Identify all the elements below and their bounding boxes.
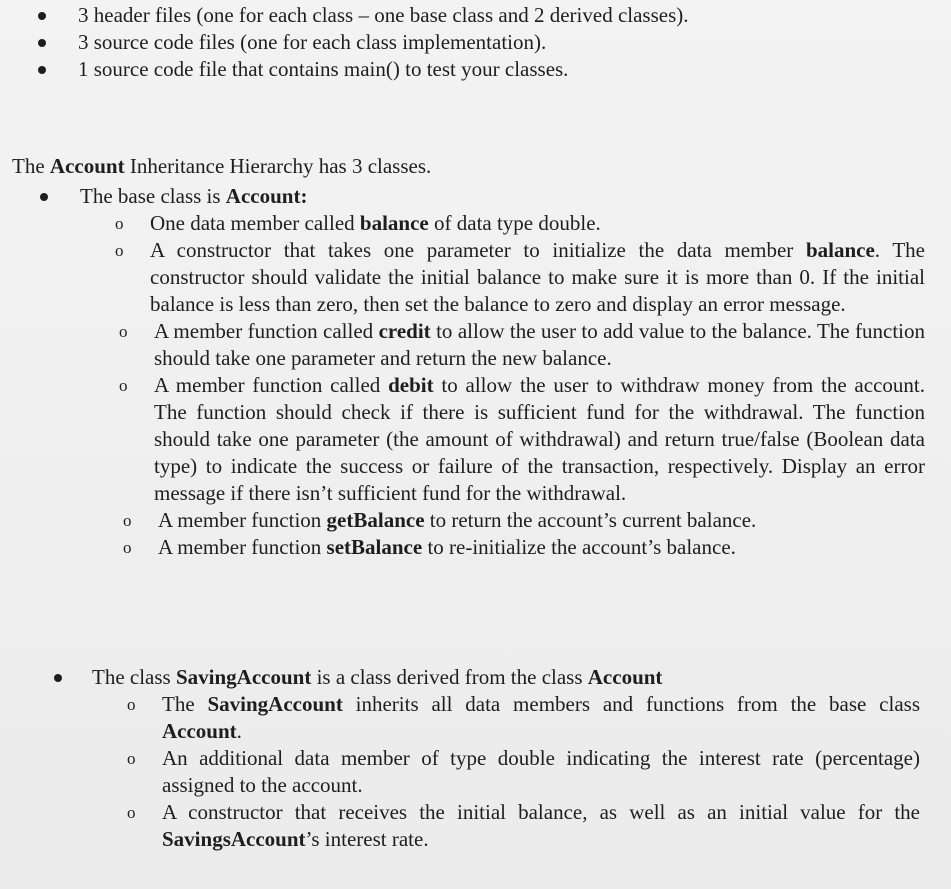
list-item: The base class is Account: o One data member called balance of data type double. o A constructor that takes one parameter to initialize the data member balance. The constructor should validate the initial balance to make sure it is more than 0. If the initial balance is less than zero, then set the balance to zero and display an error message. o A member function called credit to allow the user to add value to the balance. The function should take one parameter and return the new balance. o A member function called debit to allow the user to withdraw money from the account. The function should check if there is sufficient fund for the withdrawal. The function should take one parameter (the amount of withdrawal) and return true/false (Boolean data type) to indicate the success or failure of the transaction, respectively. Display an error message if there isn’t sufficient fund for the withdrawal. o A member function getBalance to return the account’s current balance. o A member function setBalance to re-initialize the account’s balance.: [80, 183, 930, 561]
file-requirements-list: [78, 2, 938, 83]
list-item: o A member function setBalance to re-initialize the account’s balance.: [158, 534, 925, 561]
list-item: o A member function getBalance to return the account’s current balance.: [158, 507, 925, 534]
list-item: 3 source code files (one for each class implementation).: [78, 29, 938, 56]
list-item: o An additional data member of type double indicating the interest rate (percentage) assigned to the account.: [162, 745, 920, 799]
list-item: The class SavingAccount is a class derived from the class Account o The SavingAccount inherits all data members and functions from the base class Account. o An additional data member of type double indicating the interest rate (percentage) assigned to the account. o A constructor that receives the initial balance, as well as an initial value for the SavingsAccount’s interest rate.: [92, 664, 927, 853]
savings-members-list: [162, 691, 920, 853]
list-item: o A member function called debit to allow the user to withdraw money from the account. The function should check if there is sufficient fund for the withdrawal. The function should take one parameter (the amount of withdrawal) and return true/false (Boolean data type) to indicate the success or failure of the transaction, respectively. Display an error message if there isn’t sufficient fund for the withdrawal.: [154, 372, 925, 507]
account-class-section: [80, 183, 930, 561]
list-item: 3 header files (one for each class – one base class and 2 derived classes).: [78, 2, 938, 29]
list-item: o A member function called credit to allow the user to add value to the balance. The function should take one parameter and return the new balance.: [154, 318, 925, 372]
list-item: o One data member called balance of data type double.: [150, 210, 925, 237]
list-item: o A constructor that receives the initial balance, as well as an initial value for the SavingsAccount’s interest rate.: [162, 799, 920, 853]
account-members-list: [150, 210, 925, 561]
hierarchy-intro: The Account Inheritance Hierarchy has 3 classes.: [12, 154, 432, 178]
savings-class-section: [92, 664, 927, 853]
list-item: o The SavingAccount inherits all data members and functions from the base class Account.: [162, 691, 920, 745]
list-item: o A constructor that takes one parameter to initialize the data member balance. The constructor should validate the initial balance to make sure it is more than 0. If the initial balance is less than zero, then set the balance to zero and display an error message.: [150, 237, 925, 318]
list-item: 1 source code file that contains main() to test your classes.: [78, 56, 938, 83]
